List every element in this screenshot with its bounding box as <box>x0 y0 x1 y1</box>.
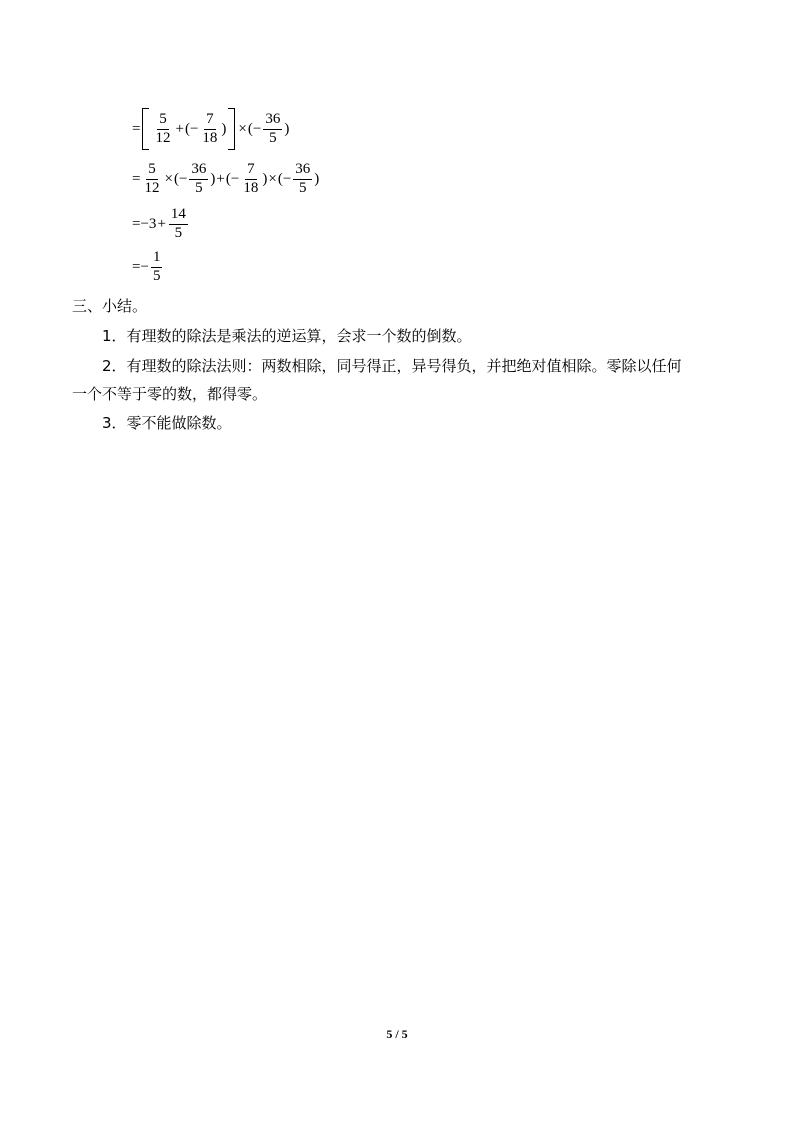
times-sign: × <box>268 170 277 187</box>
denominator: 18 <box>243 179 259 196</box>
page-number: 5 / 5 <box>386 1027 408 1041</box>
summary-item-2-line-2: 一个不等于零的数，都得零。 <box>72 385 268 403</box>
numerator: 36 <box>263 112 282 130</box>
fraction <box>169 207 188 242</box>
times-sign: × <box>164 170 173 187</box>
plus-sign: + <box>216 170 225 187</box>
fraction <box>200 112 219 147</box>
denominator: 5 <box>195 179 203 196</box>
equals-sign: = <box>132 170 141 187</box>
integer-term: −3 <box>140 215 157 232</box>
fraction <box>142 162 161 197</box>
plus-sign: + <box>157 215 166 232</box>
summary-item-3: 3．零不能做除数。 <box>102 414 232 432</box>
math-line-3 <box>132 207 190 242</box>
denominator: 12 <box>144 179 160 196</box>
right-paren: ) <box>210 170 216 187</box>
left-paren: ( <box>184 120 190 137</box>
section-heading: 三、小结。 <box>72 297 148 315</box>
right-paren: ) <box>284 120 290 137</box>
right-paren: ) <box>221 120 227 137</box>
left-paren: ( <box>225 170 231 187</box>
minus-sign: − <box>282 170 292 187</box>
numerator: 36 <box>189 162 208 180</box>
times-sign: × <box>238 120 247 137</box>
fraction <box>189 162 208 197</box>
minus-sign: − <box>178 170 188 187</box>
math-line-2 <box>132 162 319 197</box>
numerator: 7 <box>204 112 216 130</box>
left-paren: ( <box>277 170 283 187</box>
numerator: 14 <box>169 207 188 225</box>
fraction <box>151 250 163 285</box>
denominator: 5 <box>269 129 277 146</box>
plus-sign: + <box>175 120 184 137</box>
numerator: 5 <box>146 162 158 180</box>
denominator: 5 <box>174 224 183 241</box>
equals-sign: = <box>132 120 141 137</box>
denominator: 18 <box>202 129 218 146</box>
fraction <box>241 162 260 197</box>
right-paren: ) <box>314 170 320 187</box>
math-line-1 <box>132 108 289 150</box>
minus-sign: − <box>252 120 262 137</box>
minus-sign: − <box>140 258 149 275</box>
left-paren: ( <box>247 120 253 137</box>
denominator: 12 <box>155 129 171 146</box>
left-bracket <box>142 108 149 150</box>
fraction <box>293 162 312 197</box>
minus-sign: − <box>230 170 240 187</box>
summary-item-1: 1．有理数的除法是乘法的逆运算，会求一个数的倒数。 <box>102 327 472 345</box>
right-bracket <box>228 108 235 150</box>
numerator: 7 <box>245 162 257 180</box>
summary-item-2-line-1: 2．有理数的除法法则：两数相除，同号得正，异号得负，并把绝对值相除。零除以任何 <box>102 357 682 375</box>
numerator: 1 <box>151 250 163 268</box>
right-paren: ) <box>262 170 268 187</box>
numerator: 5 <box>157 112 169 130</box>
minus-sign: − <box>189 120 199 137</box>
left-paren: ( <box>173 170 179 187</box>
denominator: 5 <box>299 179 307 196</box>
equals-sign: = <box>132 215 141 232</box>
numerator: 36 <box>293 162 312 180</box>
math-line-4 <box>132 250 164 285</box>
fraction <box>153 112 172 147</box>
equals-sign: = <box>132 258 141 275</box>
denominator: 5 <box>152 267 161 284</box>
fraction <box>263 112 282 147</box>
